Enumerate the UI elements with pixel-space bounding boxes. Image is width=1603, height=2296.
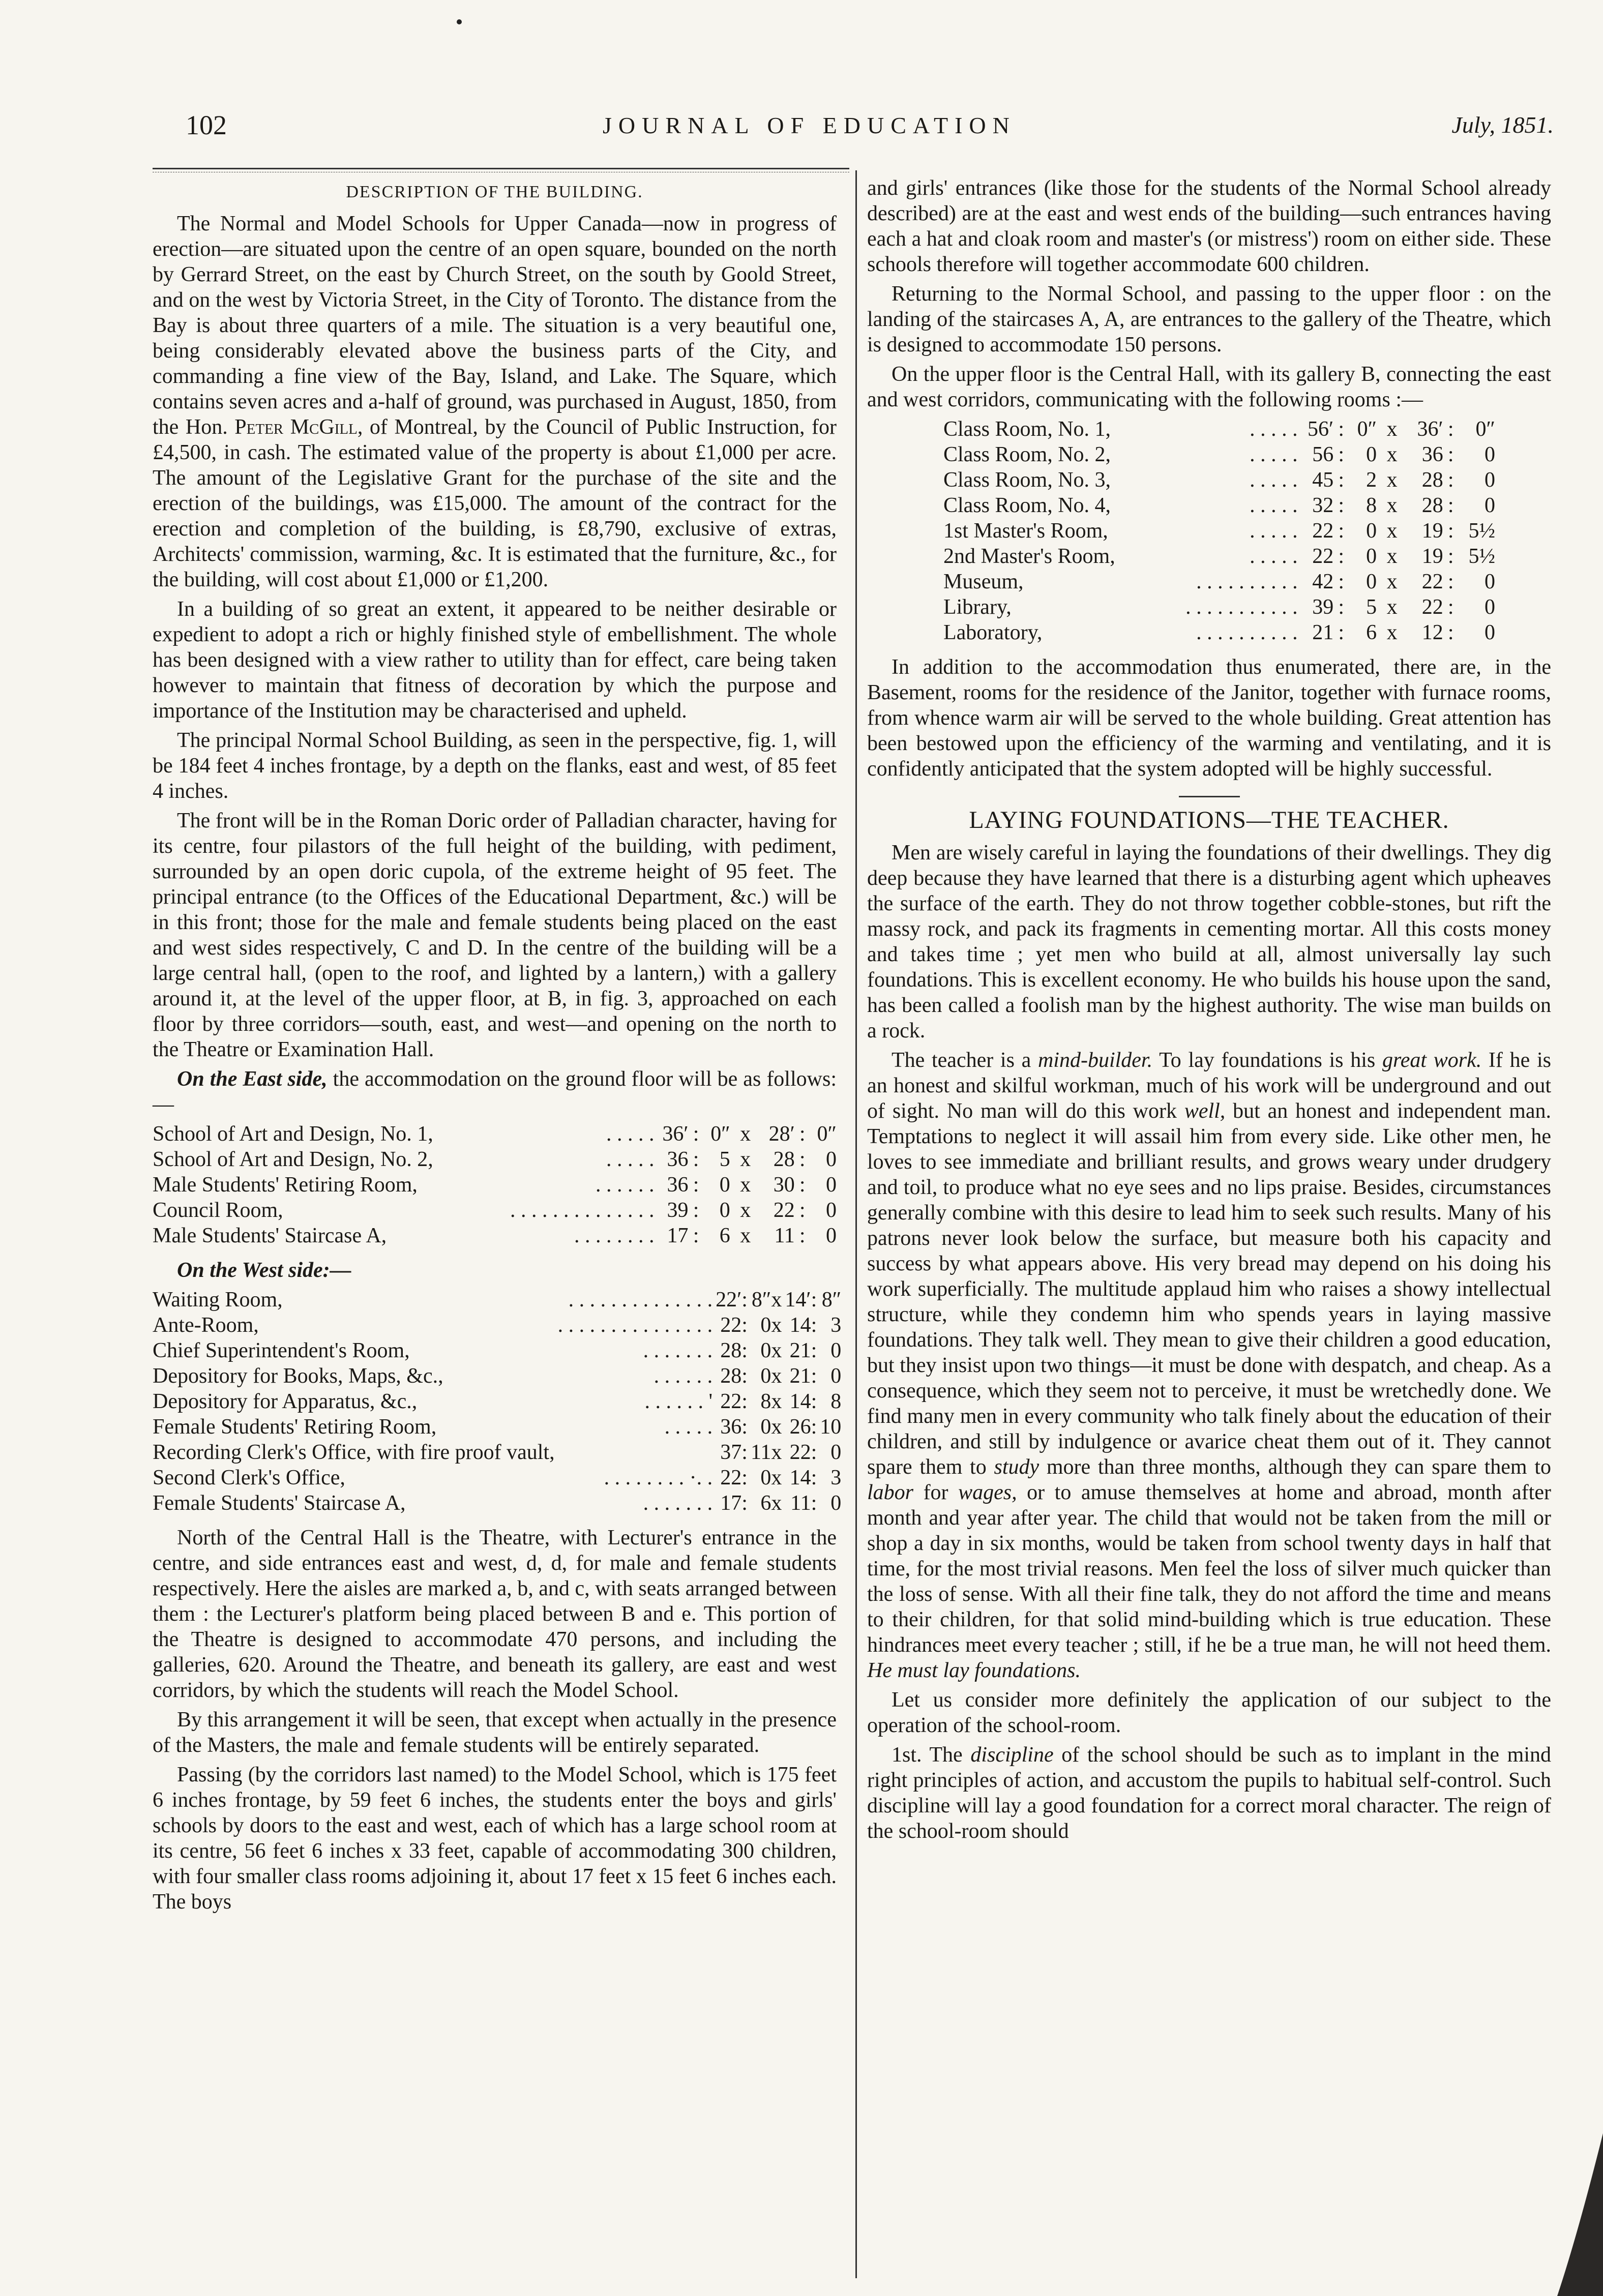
length-feet: 22′: [716, 1288, 742, 1311]
length-feet: 36: [720, 1415, 742, 1439]
page-curl-shadow: [1557, 2133, 1603, 2296]
header-rule: [153, 168, 849, 169]
colon: :: [693, 1173, 699, 1197]
room-row: [153, 1172, 837, 1198]
width-inches: 0″: [1475, 418, 1495, 441]
colon: :: [1338, 595, 1345, 619]
right-column: [867, 175, 1551, 1848]
colon: :: [1447, 545, 1454, 568]
width-feet: 21: [789, 1339, 811, 1362]
page-number: 102: [186, 110, 227, 140]
text: more than three months, although they can spare them to: [1039, 1455, 1551, 1479]
east-side-label: On the East side,: [177, 1067, 328, 1091]
paragraph: Returning to the Normal School, and passing to the upper floor : on the landing of the staircases A, A, are entrances to the gallery of the Theatre, which is designed to accommodate 150 persons.: [867, 282, 1551, 356]
length-inches: 0: [1366, 570, 1377, 593]
times-sign: x: [740, 1122, 751, 1146]
width-feet: 28: [773, 1148, 795, 1171]
colon: :: [741, 1314, 748, 1337]
length-inches: 0″: [710, 1122, 730, 1146]
length-inches: 0: [760, 1466, 771, 1489]
colon: :: [693, 1224, 699, 1247]
width-inches: 5½: [1468, 545, 1495, 568]
length-feet: 36′: [662, 1122, 689, 1146]
colon: :: [1338, 545, 1345, 568]
colon: :: [811, 1339, 817, 1362]
width-feet: 30: [773, 1173, 795, 1197]
room-row: [153, 1198, 837, 1223]
length-feet: 21: [1312, 621, 1334, 644]
colon: :: [741, 1466, 748, 1489]
room-row: [943, 518, 1495, 544]
room-name: Chief Superintendent's Room,: [153, 1339, 410, 1362]
colon: :: [799, 1173, 806, 1197]
room-name: Museum,: [943, 570, 1024, 593]
leader-dots: . . . . .: [1250, 468, 1298, 492]
room-row: [943, 467, 1495, 493]
length-inches: 0: [719, 1199, 730, 1222]
width-inches: 5½: [1468, 519, 1495, 543]
length-feet: 36: [667, 1173, 689, 1197]
width-inches: 0: [1485, 494, 1495, 517]
length-feet: 22: [1312, 545, 1334, 568]
colon: :: [693, 1199, 699, 1222]
length-feet: 22: [1312, 519, 1334, 543]
length-feet: 37: [720, 1441, 742, 1464]
width-feet: 22: [773, 1199, 795, 1222]
leader-dots: . . . . .: [1250, 494, 1298, 517]
section-rule: [1179, 796, 1240, 797]
room-name: 1st Master's Room,: [943, 519, 1108, 543]
width-inches: 0: [826, 1148, 837, 1171]
times-sign: x: [1386, 570, 1398, 593]
leader-dots: . . . . . . . . . . .: [1185, 595, 1298, 619]
colon: :: [693, 1122, 699, 1146]
room-row: [153, 1490, 841, 1516]
width-inches: 0″: [817, 1122, 837, 1146]
times-sign: x: [1386, 494, 1398, 517]
length-inches: 8: [1366, 494, 1377, 517]
colon: :: [811, 1441, 817, 1464]
paragraph: [867, 1048, 1551, 1683]
colon: :: [811, 1466, 817, 1489]
room-row: [943, 544, 1495, 569]
paragraph: The front will be in the Roman Doric order of Palladian character, having for its centre, four pilastors of the full height of the building, with pediment, surrounded by an open doric cupola, of the extreme height of 95 feet. The principal entrance (to the Offices of the Educational Department, &c.) will be in this front; those for the male and female students being placed on the east and west sides respectively, C and D. In the centre of the building will be a large central hall, (open to the roof, and lighted by a lantern,) with a gallery around it, at the level of the upper floor, at B, in fig. 3, approached on each floor by three corridors—south, east, and west—and opening on the north to the Theatre or Examination Hall.: [153, 809, 837, 1061]
width-feet: 21: [789, 1364, 811, 1388]
emphasis: well,: [1184, 1099, 1226, 1123]
colon: :: [1447, 595, 1454, 619]
leader-dots: . . . . . . . . . . . . . .: [568, 1288, 713, 1311]
width-inches: 0: [830, 1339, 842, 1362]
room-row: [943, 594, 1495, 620]
room-row: [943, 493, 1495, 518]
leader-dots: . . . . .: [1250, 519, 1298, 543]
section-title: DESCRIPTION OF THE BUILDING.: [346, 183, 643, 201]
room-row: [153, 1313, 841, 1338]
room-row: [153, 1389, 841, 1414]
length-inches: 0: [1366, 545, 1377, 568]
length-inches: 0: [1366, 443, 1377, 466]
room-row: [153, 1363, 841, 1389]
room-name: Council Room,: [153, 1199, 283, 1222]
colon: :: [811, 1492, 817, 1515]
width-feet: 22: [1421, 570, 1443, 593]
times-sign: x: [771, 1466, 782, 1489]
room-name: Ante-Room,: [153, 1314, 259, 1337]
text: , of Montreal, by the Council of Public Instruction, for £4,500, in cash. The estimated value of the property is about £1,000 per acre. The amount of the Legislative Grant for the purchase of the site and the erection of the buildings, was £15,000. The amount of the contract for the erection and completion of the building, is £8,790, exclusive of extras, Architects' commission, warming, &c. It is estimated that the furniture, &c., for the building, will cost about £1,000 or £1,200.: [153, 415, 837, 591]
issue-date: July, 1851.: [1451, 112, 1554, 138]
leader-dots: . . . . .: [1250, 418, 1298, 441]
times-sign: x: [740, 1173, 751, 1197]
colon: :: [1447, 468, 1454, 492]
text: The Normal and Model Schools for Upper Canada—now in progress of erection—are situated upon the centre of an open square, bounded on the north by Gerrard Street, on the east by Church Street, on the south by Goold Street, and on the west by Victoria Street, in the City of Toronto. The distance from the Bay is about three quarters of a mile. The situation is a very beautiful one, being considerably elevated above the business parts of the City, and commanding a fine view of the Bay, Island, and Lake. The Square, which contains seven acres and a-half of ground, was purchased in August, 1850, from the Hon.: [153, 212, 837, 439]
leader-dots: . . . . . .: [654, 1364, 713, 1388]
room-name: Class Room, No. 4,: [943, 494, 1111, 517]
width-inches: 3: [830, 1466, 842, 1489]
room-row: [153, 1223, 837, 1248]
length-inches: 8″: [751, 1288, 771, 1311]
column-divider: [855, 170, 857, 2278]
room-row: [943, 416, 1495, 442]
room-row: [153, 1440, 841, 1465]
emphasis: wages,: [958, 1481, 1017, 1504]
times-sign: x: [1386, 418, 1398, 441]
length-feet: 39: [1312, 595, 1334, 619]
times-sign: x: [771, 1492, 782, 1515]
colon: :: [1447, 443, 1454, 466]
width-inches: 0: [1485, 621, 1495, 644]
room-row: [153, 1338, 841, 1363]
width-feet: 12: [1421, 621, 1443, 644]
west-rooms-table: [153, 1287, 841, 1516]
width-feet: 14: [789, 1390, 811, 1413]
leader-dots: [555, 1440, 713, 1465]
width-feet: 14: [789, 1314, 811, 1337]
length-inches: 0: [760, 1314, 771, 1337]
times-sign: x: [740, 1148, 751, 1171]
leader-dots: . . . . . . . .: [574, 1224, 655, 1247]
person-name: Peter McGill: [234, 415, 358, 439]
room-name: Second Clerk's Office,: [153, 1466, 345, 1489]
colon: :: [741, 1288, 748, 1311]
width-feet: 36: [1421, 443, 1443, 466]
room-row: [943, 442, 1495, 467]
leader-dots: . . . . . . .: [643, 1339, 713, 1362]
colon: :: [1338, 443, 1345, 466]
times-sign: x: [1386, 545, 1398, 568]
room-name: Male Students' Staircase A,: [153, 1224, 387, 1247]
length-feet: 17: [667, 1224, 689, 1247]
width-inches: 0: [830, 1492, 842, 1515]
times-sign: x: [740, 1199, 751, 1222]
leader-dots: . . . . .: [1250, 545, 1298, 568]
times-sign: x: [771, 1288, 782, 1311]
colon: :: [1447, 621, 1454, 644]
paragraph: [153, 1258, 837, 1283]
room-row: [153, 1147, 837, 1172]
paragraph: On the upper floor is the Central Hall, with its gallery B, connecting the east and west corridors, communicating with the following rooms :—: [867, 363, 1551, 411]
colon: :: [1447, 418, 1454, 441]
length-feet: 17: [720, 1492, 742, 1515]
text: the accommodation on the ground floor will be as follows:—: [153, 1067, 837, 1116]
text: or to amuse themselves at home and abroad, month after month and year after year. The child that would not be taken from the mill or shop a day in six months, would be taken from school twenty days in half that time, for the most trivial reasons. Men feel the loss of silver much quicker than the loss of sense. With all their fine talk, they do not afford the time and means to their children, for that solid mind-building which is true education. These hindrances meet every teacher ; still, if he be a true man, he will not heed them.: [867, 1481, 1551, 1657]
room-row: [153, 1465, 841, 1490]
length-feet: 39: [667, 1199, 689, 1222]
room-name: Class Room, No. 3,: [943, 468, 1111, 492]
emphasis: great work.: [1382, 1049, 1482, 1072]
colon: :: [1338, 621, 1345, 644]
room-row: [943, 620, 1495, 645]
length-inches: 0: [760, 1339, 771, 1362]
room-name: Female Students' Staircase A,: [153, 1492, 406, 1515]
room-name: Library,: [943, 595, 1012, 619]
paragraph: [153, 211, 837, 592]
text: of the school should be such as to implant in the mind right principles of action, and accustom the pupils to habitual self-control. Such discipline will lay a good foundation for a correct moral character. The reign of the school-room should: [867, 1743, 1551, 1843]
emphasis: labor: [867, 1481, 914, 1504]
length-inches: 2: [1366, 468, 1377, 492]
paragraph: [153, 1066, 837, 1117]
paragraph: Passing (by the corridors last named) to the Model School, which is 175 feet 6 inches frontage, by 59 feet 6 inches, the students enter the boys and girls' schools by doors to the east and west, each of which has a large school room at its centre, 56 feet 6 inches x 33 feet, capable of accommodating 300 children, with four smaller class rooms adjoining it, about 17 feet x 15 feet 6 inches each. The boys: [153, 1763, 837, 1914]
leader-dots: . . . . .: [1250, 443, 1298, 466]
width-feet: 28: [1421, 468, 1443, 492]
room-name: Recording Clerk's Office, with fire proof vault,: [153, 1441, 555, 1464]
colon: :: [799, 1199, 806, 1222]
journal-title: JOURNAL OF EDUCATION: [603, 112, 1016, 138]
length-inches: 0: [719, 1173, 730, 1197]
text: To lay foundations is his: [1152, 1049, 1382, 1072]
width-inches: 8: [830, 1390, 842, 1413]
article-title: LAYING FOUNDATIONS—THE TEACHER.: [969, 807, 1449, 833]
room-name: School of Art and Design, No. 2,: [153, 1148, 433, 1171]
times-sign: x: [1386, 468, 1398, 492]
colon: :: [811, 1364, 817, 1388]
colon: :: [741, 1339, 748, 1362]
room-row: [943, 569, 1495, 594]
room-name: Class Room, No. 2,: [943, 443, 1111, 466]
paragraph: In addition to the accommodation thus enumerated, there are, in the Basement, rooms for the residence of the Janitor, together with furnace rooms, from whence warm air will be served to the whole building. Great attention has been bestowed upon the efficiency of the warming and ventilating, and it is confidently anticipated that the system adopted will be highly successful.: [867, 655, 1551, 781]
colon: :: [811, 1415, 817, 1439]
length-feet: 22: [720, 1314, 742, 1337]
paragraph: North of the Central Hall is the Theatre, with Lecturer's entrance in the centre, and side entrances east and west, d, d, for male and female students respectively. Here the aisles are marked a, b, and c, with seats arranged between them : the Lecturer's platform being placed between B and e. This portion of the Theatre is designed to accommodate 470 persons, and including the galleries, 620. Around the Theatre, and beneath its gallery, are east and west corridors, by which the students will reach the Model School.: [153, 1526, 837, 1702]
paragraph: [867, 1742, 1551, 1844]
width-inches: 8″: [821, 1288, 842, 1311]
times-sign: x: [771, 1364, 782, 1388]
times-sign: x: [771, 1314, 782, 1337]
west-side-label: On the West side:—: [177, 1259, 351, 1282]
width-inches: 10: [820, 1415, 842, 1439]
length-feet: 22: [720, 1390, 742, 1413]
colon: :: [1338, 468, 1345, 492]
paragraph: Men are wisely careful in laying the foundations of their dwellings. They dig deep because they have learned that there is a disturbing agent which upheaves the surface of the earth. They do not throw together cobble-stones, but rift the massy rock, and pack its fragments in cementing mortar. All this costs money and takes time ; yet men who build at all, almost universally lay such foundations. This is excellent economy. He who builds his house upon the sand, has been called a foolish man by the highest authority. The wise man builds on a rock.: [867, 841, 1551, 1042]
width-feet: 11: [774, 1224, 795, 1247]
length-feet: 36: [667, 1148, 689, 1171]
leader-dots: . . . . .: [664, 1415, 713, 1439]
leader-dots: . . . . . .: [596, 1173, 655, 1197]
width-feet: 26: [789, 1415, 811, 1439]
width-feet: 22: [1421, 595, 1443, 619]
length-inches: 0: [760, 1415, 771, 1439]
leader-dots: . . . . . . . . . . . . . . .: [557, 1314, 713, 1337]
page-header: [186, 109, 1554, 145]
length-inches: 0: [760, 1364, 771, 1388]
times-sign: x: [771, 1415, 782, 1439]
times-sign: x: [1386, 519, 1398, 543]
room-name: Waiting Room,: [153, 1288, 283, 1311]
colon: :: [811, 1288, 817, 1311]
room-name: 2nd Master's Room,: [943, 545, 1115, 568]
width-inches: 0: [1485, 595, 1495, 619]
paragraph: The principal Normal School Building, as seen in the perspective, fig. 1, will be 184 feet 4 inches frontage, by a depth on the flanks, east and west, of 85 feet 4 inches.: [153, 729, 837, 803]
colon: :: [1338, 494, 1345, 517]
length-feet: 56′: [1308, 418, 1334, 441]
width-feet: 28′: [768, 1122, 795, 1146]
text: but an honest and independent man. Temptations to neglect it will assail him from every side. Like other men, he loves to see immediate and brilliant results, and grows weary under drudgery and toil, to produce what no eye sees and no lips praise. Besides, circumstances generally combine with this desire to lead him to seek such results. Many of his patrons never look below the surface, but measure both his capacity and success by what appears above. His very bread may depend on his doing his work superficially. The multitude applaud him who raises a showy intellectual structure, while they condemn him who spends years in laying massive foundations. They talk well. They mean to give their children a good education, but they insist upon two things—it must be done with despatch, and cheap. As a consequence, which they seem not to perceive, it must be wretchedly done. We find many men in every community who talk finely about the education of their children, and still by indulgence or avarice cheat them out of it. They cannot spare them to: [867, 1099, 1551, 1479]
width-inches: 0: [826, 1224, 837, 1247]
colon: :: [741, 1441, 748, 1464]
east-rooms-table: [153, 1121, 837, 1248]
colon: :: [741, 1492, 748, 1515]
length-inches: 0″: [1357, 418, 1377, 441]
length-feet: 45: [1312, 468, 1334, 492]
leader-dots: . . . . .: [606, 1122, 655, 1146]
colon: :: [1447, 519, 1454, 543]
text: 1st. The: [892, 1743, 971, 1767]
width-inches: 0: [1485, 468, 1495, 492]
length-inches: 5: [719, 1148, 730, 1171]
width-feet: 19: [1421, 519, 1443, 543]
emphasis: discipline: [970, 1743, 1054, 1767]
emphasis: mind-builder.: [1037, 1049, 1153, 1072]
emphasis: He must lay foundations.: [867, 1659, 1081, 1682]
leader-dots: . . . . . . . . . .: [1196, 570, 1298, 593]
length-inches: 5: [1366, 595, 1377, 619]
text: The teacher is a: [892, 1049, 1038, 1072]
text: for: [913, 1481, 959, 1504]
room-name: Class Room, No. 1,: [943, 418, 1111, 441]
width-inches: 3: [830, 1314, 842, 1337]
length-inches: 6: [1366, 621, 1377, 644]
leader-dots: . . . . . . .: [643, 1492, 713, 1515]
room-name: Depository for Apparatus, &c.,: [153, 1390, 418, 1413]
text: If he is an honest and skilful workman, much of his work will be underground and out of sight. No man will do this work: [867, 1049, 1551, 1123]
room-name: Female Students' Retiring Room,: [153, 1415, 437, 1439]
emphasis: study: [994, 1455, 1040, 1479]
colon: :: [811, 1390, 817, 1413]
colon: :: [799, 1224, 806, 1247]
width-feet: 14: [789, 1466, 811, 1489]
length-feet: 22: [720, 1466, 742, 1489]
leader-dots: . . . . .: [606, 1148, 655, 1171]
colon: :: [741, 1415, 748, 1439]
times-sign: x: [771, 1441, 782, 1464]
room-name: Laboratory,: [943, 621, 1043, 644]
ink-dot: [457, 19, 462, 24]
paragraph: By this arrangement it will be seen, that except when actually in the presence of the Masters, the male and female students will be entirely separated.: [153, 1708, 837, 1757]
length-inches: 8: [760, 1390, 771, 1413]
width-inches: 0: [830, 1441, 842, 1464]
colon: :: [741, 1364, 748, 1388]
width-feet: 22: [789, 1441, 811, 1464]
colon: :: [1338, 418, 1345, 441]
room-row: [153, 1121, 837, 1147]
length-inches: 6: [760, 1492, 771, 1515]
length-feet: 56: [1312, 443, 1334, 466]
room-name: School of Art and Design, No. 1,: [153, 1122, 433, 1146]
length-inches: 11: [750, 1441, 771, 1464]
leader-dots: . . . . . . ': [644, 1390, 713, 1413]
times-sign: x: [771, 1390, 782, 1413]
room-row: [153, 1414, 841, 1440]
colon: :: [811, 1314, 817, 1337]
length-feet: 32: [1312, 494, 1334, 517]
colon: :: [799, 1122, 806, 1146]
room-name: Male Students' Retiring Room,: [153, 1173, 418, 1197]
width-feet: 28: [1421, 494, 1443, 517]
room-row: [153, 1287, 841, 1313]
length-inches: 0: [1366, 519, 1377, 543]
colon: :: [1447, 494, 1454, 517]
length-inches: 6: [719, 1224, 730, 1247]
length-feet: 28: [720, 1364, 742, 1388]
width-inches: 0: [826, 1173, 837, 1197]
room-name: Depository for Books, Maps, &c.,: [153, 1364, 443, 1388]
width-inches: 0: [830, 1364, 842, 1388]
paragraph: Let us consider more definitely the application of our subject to the operation of the school-room.: [867, 1688, 1551, 1737]
times-sign: x: [1386, 443, 1398, 466]
colon: :: [1338, 570, 1345, 593]
width-inches: 0: [826, 1199, 837, 1222]
paragraph: In a building of so great an extent, it appeared to be neither desirable or expedient to adopt a rich or highly finished style of embellishment. The whole has been designed with a view rather to utility than for effect, care being taken however to maintain that fitness of decoration by which the purpose and importance of the Institution may be characterised and upheld.: [153, 598, 837, 723]
leader-dots: . . . . . . . . ·. .: [604, 1466, 713, 1489]
width-inches: 0: [1485, 443, 1495, 466]
width-feet: 11: [790, 1492, 811, 1515]
width-inches: 0: [1485, 570, 1495, 593]
paragraph: and girls' entrances (like those for the students of the Normal School already described) are at the east and west ends of the building—such entrances having each a hat and cloak room and master's (or mistress') room on either side. These schools therefore will together accommodate 600 children.: [867, 176, 1551, 276]
times-sign: x: [1386, 621, 1398, 644]
leader-dots: . . . . . . . . . .: [1196, 621, 1298, 644]
colon: :: [741, 1390, 748, 1413]
left-column: [153, 175, 842, 1919]
length-feet: 28: [720, 1339, 742, 1362]
times-sign: x: [740, 1224, 751, 1247]
times-sign: x: [1386, 595, 1398, 619]
colon: :: [799, 1148, 806, 1171]
colon: :: [1338, 519, 1345, 543]
upper-rooms-table: [943, 416, 1495, 645]
length-feet: 42: [1312, 570, 1334, 593]
width-feet: 36′: [1417, 418, 1443, 441]
width-feet: 19: [1421, 545, 1443, 568]
width-feet: 14′: [785, 1288, 811, 1311]
times-sign: x: [771, 1339, 782, 1362]
leader-dots: . . . . . . . . . . . . . .: [510, 1199, 655, 1222]
colon: :: [693, 1148, 699, 1171]
colon: :: [1447, 570, 1454, 593]
